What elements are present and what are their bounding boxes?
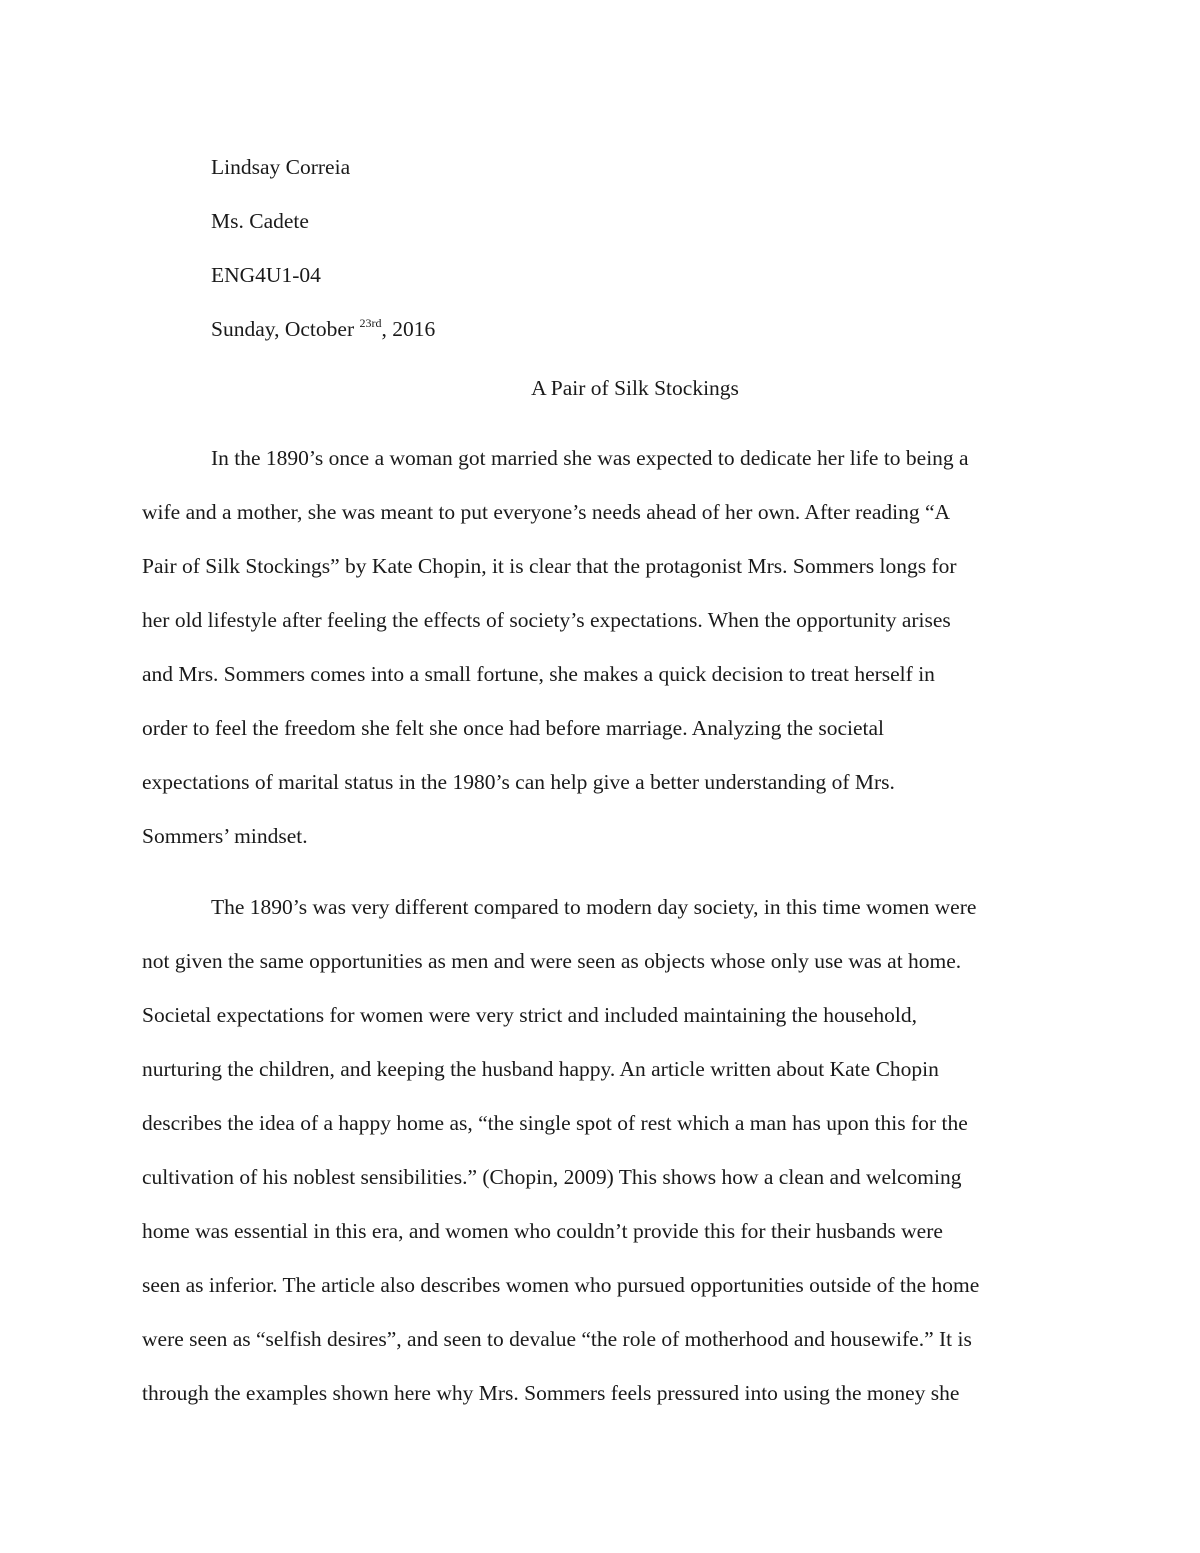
paragraph-2-line-1: The 1890’s was very different compared to modern day society, in this time women were <box>211 895 977 919</box>
paragraph-2-line-2: not given the same opportunities as men and were seen as objects whose only use was at home. <box>142 949 962 973</box>
date-prefix: Sunday, October <box>211 317 360 341</box>
course-code: ENG4U1-04 <box>211 263 321 287</box>
paragraph-2-line-4: nurturing the children, and keeping the husband happy. An article written about Kate Chopin <box>142 1057 939 1081</box>
author-name: Lindsay Correia <box>211 155 351 179</box>
paragraph-2-line-9: were seen as “selfish desires”, and seen to devalue “the role of motherhood and housewife.” It is <box>142 1327 972 1351</box>
paragraph-2-line-5: describes the idea of a happy home as, “the single spot of rest which a man has upon this for the <box>142 1111 968 1135</box>
teacher-name: Ms. Cadete <box>211 209 309 233</box>
paragraph-2-line-7: home was essential in this era, and women who couldn’t provide this for their husbands were <box>142 1219 943 1243</box>
paragraph-2-line-6: cultivation of his noblest sensibilities.” (Chopin, 2009) This shows how a clean and welcoming <box>142 1165 962 1189</box>
paragraph-1-line-6: order to feel the freedom she felt she once had before marriage. Analyzing the societal <box>142 716 885 740</box>
paragraph-1-line-8: Sommers’ mindset. <box>142 824 308 848</box>
date-line <box>211 302 435 359</box>
paragraph-1-line-4: her old lifestyle after feeling the effects of society’s expectations. When the opportunity arises <box>142 608 951 632</box>
paragraph-1-line-5: and Mrs. Sommers comes into a small fortune, she makes a quick decision to treat herself in <box>142 662 935 686</box>
essay-title: A Pair of Silk Stockings <box>531 376 739 400</box>
paragraph-2-line-10: through the examples shown here why Mrs. Sommers feels pressured into using the money she <box>142 1381 960 1405</box>
paragraph-2-line-8: seen as inferior. The article also describes women who pursued opportunities outside of the home <box>142 1273 980 1297</box>
paragraph-1-line-7: expectations of marital status in the 1980’s can help give a better understanding of Mrs. <box>142 770 895 794</box>
date-suffix: , 2016 <box>381 317 436 341</box>
paragraph-1-line-3: Pair of Silk Stockings” by Kate Chopin, it is clear that the protagonist Mrs. Sommers longs for <box>142 554 957 578</box>
paragraph-1-line-1: In the 1890’s once a woman got married she was expected to dedicate her life to being a <box>211 446 969 470</box>
date-superscript: 23rd <box>359 316 382 330</box>
heading-block <box>211 140 435 359</box>
paragraph-2-line-3: Societal expectations for women were very strict and included maintaining the household, <box>142 1003 917 1027</box>
paragraph-1-line-2: wife and a mother, she was meant to put everyone’s needs ahead of her own. After reading “A <box>142 500 951 524</box>
